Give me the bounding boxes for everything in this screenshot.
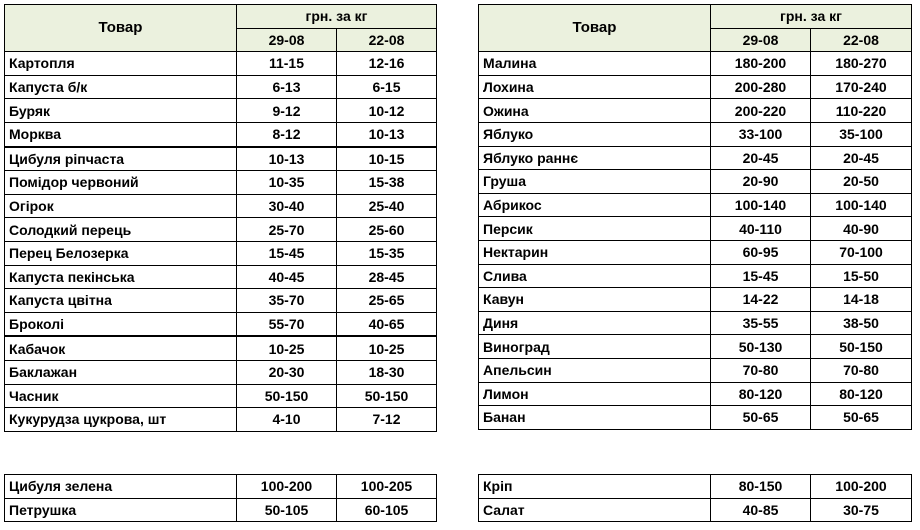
table-row xyxy=(479,146,912,170)
price-date2-cell: 10-25 xyxy=(337,336,437,360)
product-name-cell: Абрикос xyxy=(479,193,711,217)
price-date2-cell: 100-200 xyxy=(811,475,912,499)
table-row xyxy=(479,498,912,522)
product-name-cell: Морква xyxy=(5,122,237,146)
price-date1-cell: 9-12 xyxy=(237,99,337,123)
product-name-cell: Виноград xyxy=(479,335,711,359)
table-row xyxy=(5,336,437,360)
table-row xyxy=(5,360,437,384)
table-row xyxy=(5,99,437,123)
product-name-cell: Лимон xyxy=(479,382,711,406)
price-date2-cell: 25-40 xyxy=(337,194,437,218)
table-row xyxy=(5,75,437,99)
price-date1-cell: 50-65 xyxy=(711,406,811,430)
price-date2-cell: 110-220 xyxy=(811,99,912,123)
product-name-cell: Помідор червоний xyxy=(5,171,237,195)
product-name-cell: Часник xyxy=(5,384,237,408)
date1-header: 29-08 xyxy=(237,28,337,52)
product-name-cell: Огірок xyxy=(5,194,237,218)
greens-price-table-left xyxy=(4,474,437,522)
price-date2-cell: 180-270 xyxy=(811,52,912,76)
table-row xyxy=(5,498,437,522)
table-row xyxy=(5,194,437,218)
table-row xyxy=(5,312,437,336)
table-row xyxy=(5,122,437,146)
product-header: Товар xyxy=(5,5,237,52)
price-date1-cell: 10-13 xyxy=(237,147,337,171)
product-name-cell: Малина xyxy=(479,52,711,76)
product-name-cell: Банан xyxy=(479,406,711,430)
price-date1-cell: 200-220 xyxy=(711,99,811,123)
table-row xyxy=(479,99,912,123)
price-date2-cell: 50-150 xyxy=(337,384,437,408)
price-date1-cell: 20-45 xyxy=(711,146,811,170)
product-name-cell: Петрушка xyxy=(5,498,237,522)
price-date1-cell: 180-200 xyxy=(711,52,811,76)
price-date1-cell: 33-100 xyxy=(711,122,811,146)
table-row xyxy=(479,335,912,359)
price-date1-cell: 15-45 xyxy=(711,264,811,288)
product-name-cell: Броколі xyxy=(5,312,237,336)
product-name-cell: Груша xyxy=(479,170,711,194)
price-date2-cell: 25-65 xyxy=(337,289,437,313)
price-date1-cell: 4-10 xyxy=(237,408,337,432)
price-date1-cell: 8-12 xyxy=(237,122,337,146)
date1-header: 29-08 xyxy=(711,28,811,52)
price-date1-cell: 70-80 xyxy=(711,358,811,382)
unit-header: грн. за кг xyxy=(237,5,437,29)
table-row xyxy=(479,122,912,146)
product-name-cell: Кавун xyxy=(479,288,711,312)
product-name-cell: Кабачок xyxy=(5,336,237,360)
product-name-cell: Яблуко xyxy=(479,122,711,146)
price-date2-cell: 15-38 xyxy=(337,171,437,195)
price-date2-cell: 70-100 xyxy=(811,240,912,264)
price-date1-cell: 20-30 xyxy=(237,360,337,384)
table-row xyxy=(479,311,912,335)
price-date1-cell: 35-70 xyxy=(237,289,337,313)
product-name-cell: Нектарин xyxy=(479,240,711,264)
product-name-cell: Персик xyxy=(479,217,711,241)
price-date2-cell: 100-140 xyxy=(811,193,912,217)
price-date1-cell: 40-45 xyxy=(237,265,337,289)
product-header: Товар xyxy=(479,5,711,52)
price-date2-cell: 10-12 xyxy=(337,99,437,123)
price-date2-cell: 50-150 xyxy=(811,335,912,359)
price-date2-cell: 20-50 xyxy=(811,170,912,194)
product-name-cell: Салат xyxy=(479,498,711,522)
table-row xyxy=(5,289,437,313)
date2-header: 22-08 xyxy=(811,28,912,52)
vegetables-price-table xyxy=(4,4,437,432)
product-name-cell: Кукурудза цукрова, шт xyxy=(5,408,237,432)
product-name-cell: Кріп xyxy=(479,475,711,499)
price-date1-cell: 50-105 xyxy=(237,498,337,522)
table-row xyxy=(5,475,437,499)
price-date2-cell: 10-13 xyxy=(337,122,437,146)
product-name-cell: Капуста цвітна xyxy=(5,289,237,313)
price-date2-cell: 30-75 xyxy=(811,498,912,522)
price-date2-cell: 18-30 xyxy=(337,360,437,384)
price-date2-cell: 20-45 xyxy=(811,146,912,170)
price-date2-cell: 10-15 xyxy=(337,147,437,171)
table-row xyxy=(479,358,912,382)
product-name-cell: Капуста пекінська xyxy=(5,265,237,289)
product-name-cell: Капуста б/к xyxy=(5,75,237,99)
price-date2-cell: 40-65 xyxy=(337,312,437,336)
product-name-cell: Диня xyxy=(479,311,711,335)
product-name-cell: Перец Белозерка xyxy=(5,241,237,265)
fruits-price-table xyxy=(478,4,912,430)
price-date1-cell: 40-110 xyxy=(711,217,811,241)
table-row xyxy=(479,264,912,288)
table-row xyxy=(5,265,437,289)
table-row xyxy=(5,218,437,242)
product-name-cell: Солодкий перець xyxy=(5,218,237,242)
table-row xyxy=(479,240,912,264)
price-date1-cell: 15-45 xyxy=(237,241,337,265)
product-name-cell: Лохина xyxy=(479,75,711,99)
table-row xyxy=(479,217,912,241)
table-row xyxy=(5,147,437,171)
price-date1-cell: 25-70 xyxy=(237,218,337,242)
price-date1-cell: 35-55 xyxy=(711,311,811,335)
price-date2-cell: 25-60 xyxy=(337,218,437,242)
price-date1-cell: 60-95 xyxy=(711,240,811,264)
price-date1-cell: 100-200 xyxy=(237,475,337,499)
price-date2-cell: 28-45 xyxy=(337,265,437,289)
price-date2-cell: 60-105 xyxy=(337,498,437,522)
table-row xyxy=(479,170,912,194)
price-date2-cell: 40-90 xyxy=(811,217,912,241)
unit-header: грн. за кг xyxy=(711,5,912,29)
price-date2-cell: 7-12 xyxy=(337,408,437,432)
price-date1-cell: 10-35 xyxy=(237,171,337,195)
price-date2-cell: 170-240 xyxy=(811,75,912,99)
table-row xyxy=(479,406,912,430)
price-date1-cell: 50-150 xyxy=(237,384,337,408)
price-date1-cell: 50-130 xyxy=(711,335,811,359)
product-name-cell: Ожина xyxy=(479,99,711,123)
price-date2-cell: 35-100 xyxy=(811,122,912,146)
price-date2-cell: 100-205 xyxy=(337,475,437,499)
table-row xyxy=(5,171,437,195)
table-row xyxy=(479,75,912,99)
product-name-cell: Баклажан xyxy=(5,360,237,384)
greens-price-table-right xyxy=(478,474,912,522)
price-date1-cell: 14-22 xyxy=(711,288,811,312)
product-name-cell: Цибуля ріпчаста xyxy=(5,147,237,171)
price-date2-cell: 70-80 xyxy=(811,358,912,382)
price-date1-cell: 20-90 xyxy=(711,170,811,194)
price-date1-cell: 100-140 xyxy=(711,193,811,217)
table-row xyxy=(479,382,912,406)
table-row xyxy=(479,475,912,499)
product-name-cell: Апельсин xyxy=(479,358,711,382)
table-row xyxy=(5,408,437,432)
price-date1-cell: 200-280 xyxy=(711,75,811,99)
product-name-cell: Буряк xyxy=(5,99,237,123)
table-row xyxy=(479,52,912,76)
table-row xyxy=(479,193,912,217)
price-date1-cell: 10-25 xyxy=(237,336,337,360)
price-date1-cell: 80-120 xyxy=(711,382,811,406)
price-date2-cell: 50-65 xyxy=(811,406,912,430)
price-date2-cell: 38-50 xyxy=(811,311,912,335)
product-name-cell: Слива xyxy=(479,264,711,288)
price-date1-cell: 55-70 xyxy=(237,312,337,336)
price-date2-cell: 15-35 xyxy=(337,241,437,265)
price-date1-cell: 30-40 xyxy=(237,194,337,218)
product-name-cell: Цибуля зелена xyxy=(5,475,237,499)
price-date1-cell: 6-13 xyxy=(237,75,337,99)
table-row xyxy=(479,288,912,312)
product-name-cell: Картопля xyxy=(5,52,237,76)
price-date2-cell: 14-18 xyxy=(811,288,912,312)
price-date2-cell: 15-50 xyxy=(811,264,912,288)
table-row xyxy=(5,52,437,76)
price-date1-cell: 80-150 xyxy=(711,475,811,499)
date2-header: 22-08 xyxy=(337,28,437,52)
price-date1-cell: 11-15 xyxy=(237,52,337,76)
price-date2-cell: 12-16 xyxy=(337,52,437,76)
product-name-cell: Яблуко раннє xyxy=(479,146,711,170)
price-date1-cell: 40-85 xyxy=(711,498,811,522)
table-row xyxy=(5,384,437,408)
price-date2-cell: 6-15 xyxy=(337,75,437,99)
price-date2-cell: 80-120 xyxy=(811,382,912,406)
table-row xyxy=(5,241,437,265)
